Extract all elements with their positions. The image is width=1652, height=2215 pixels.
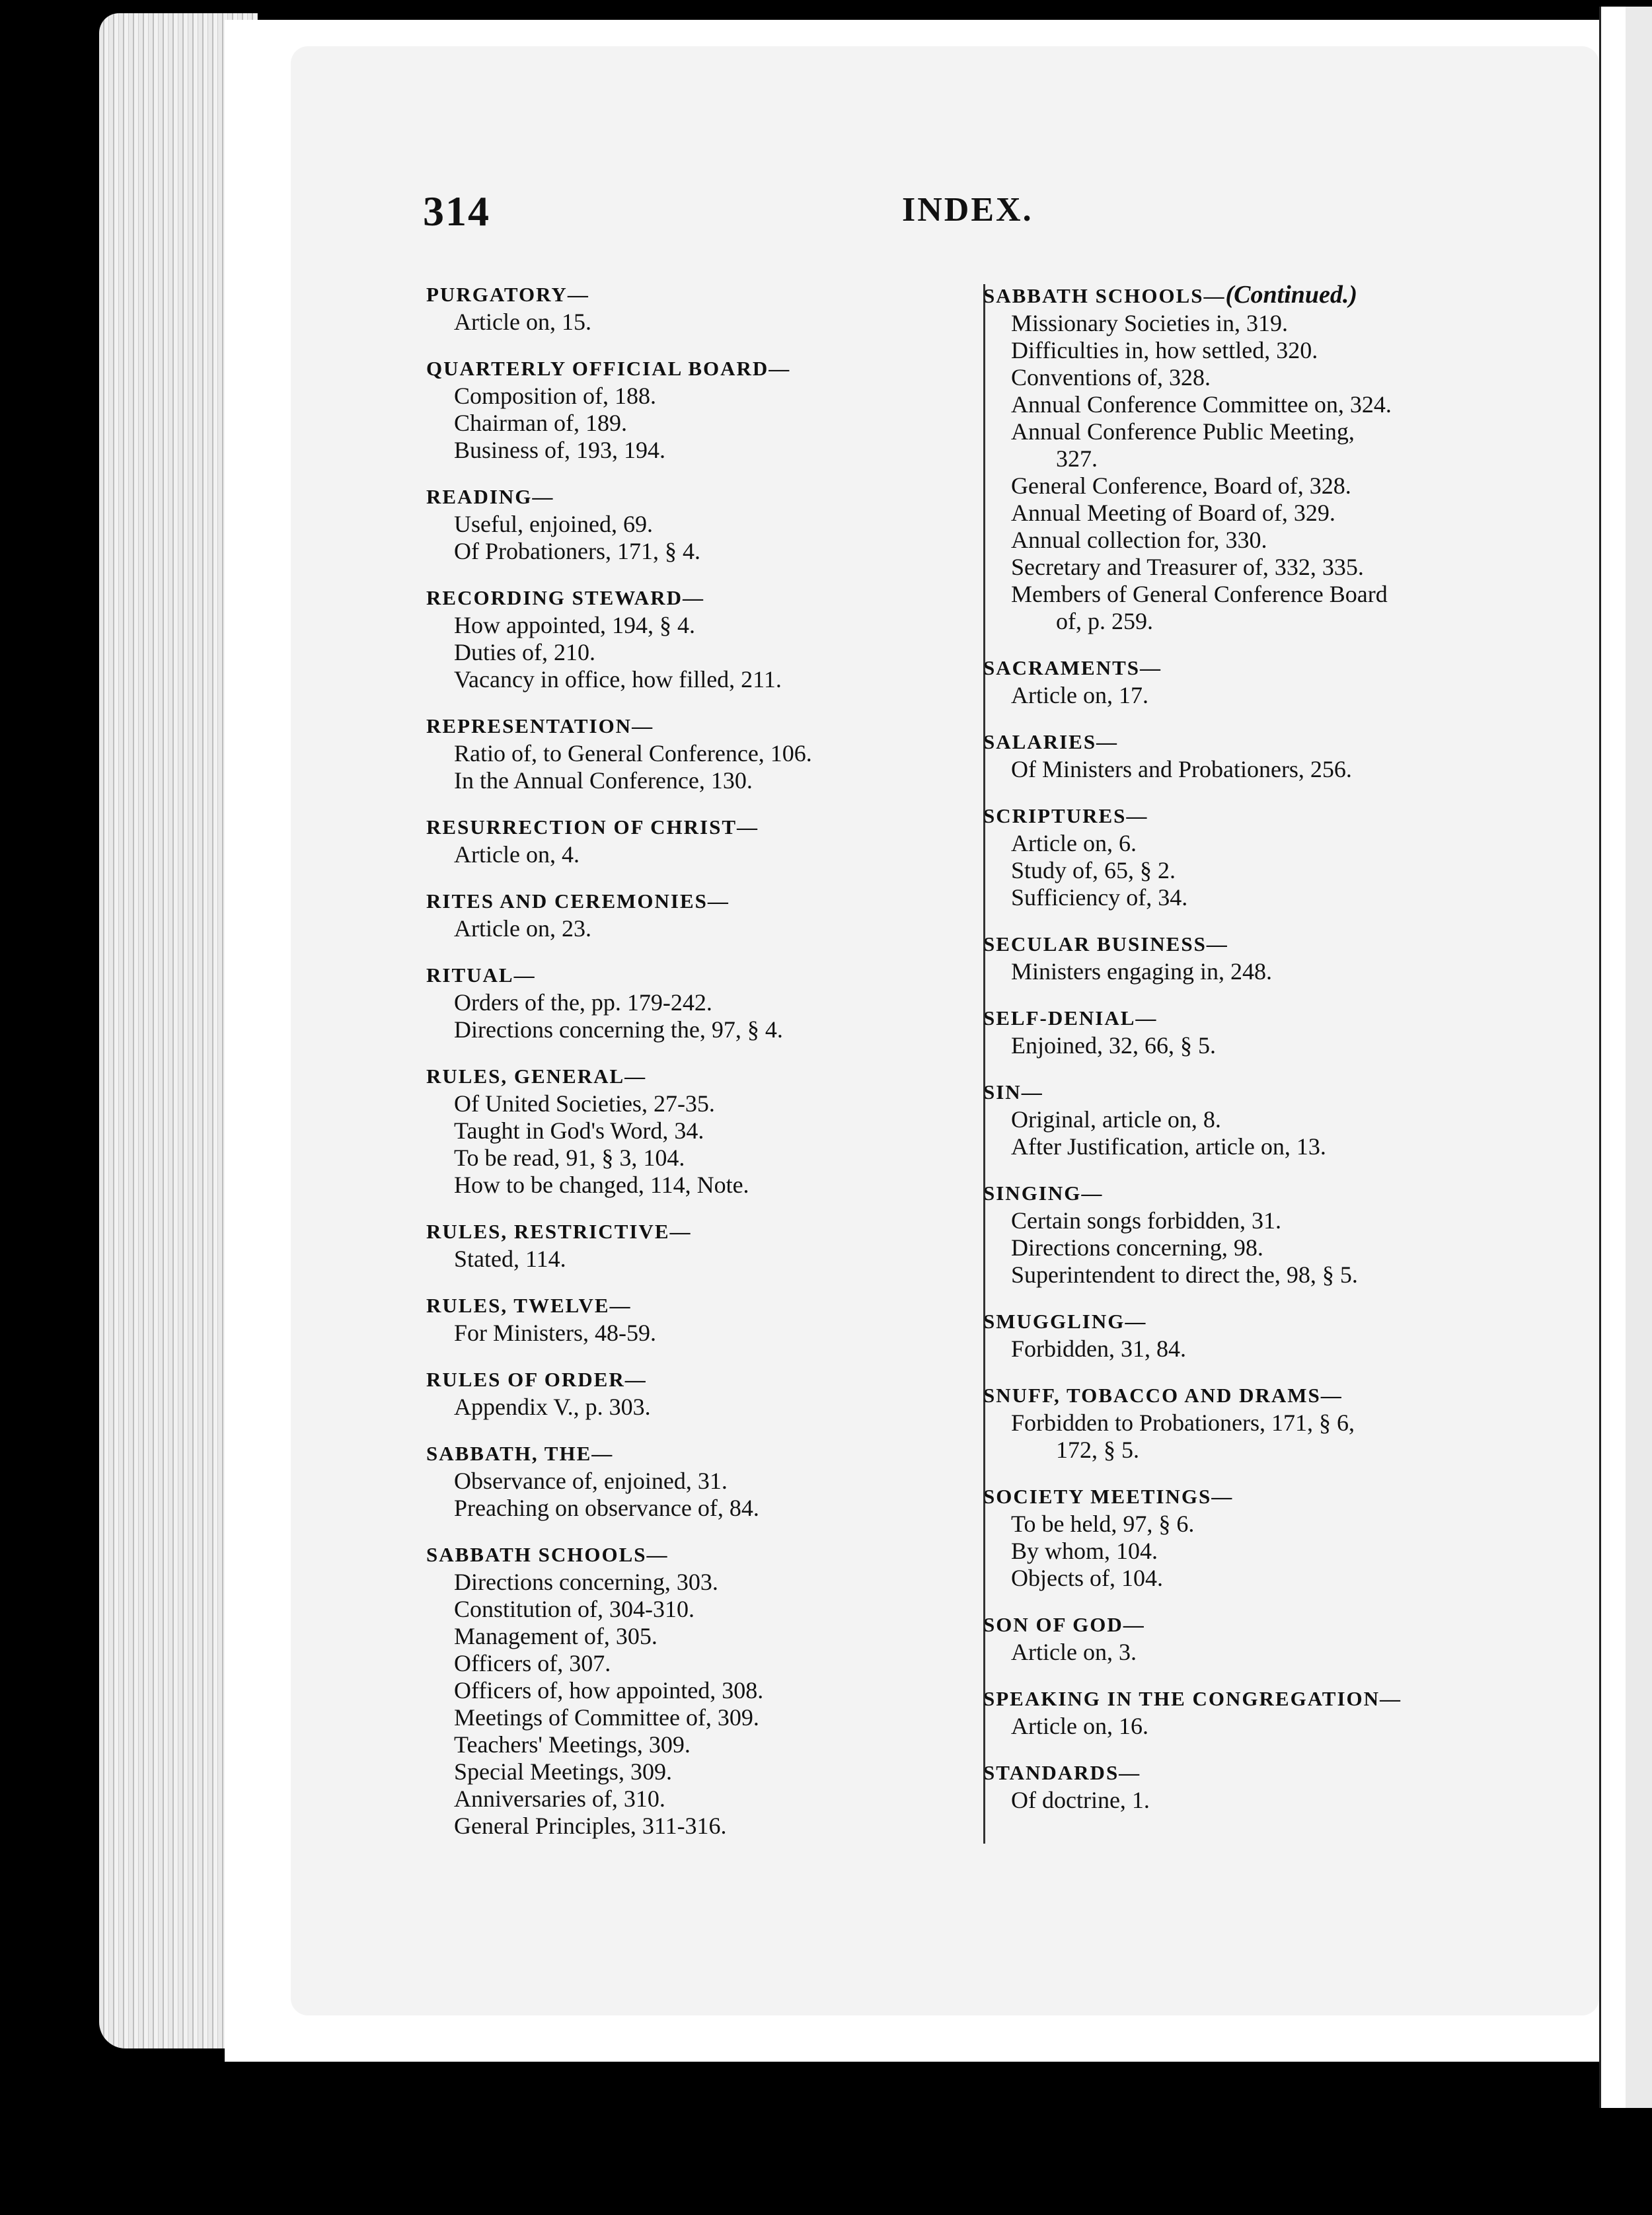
index-heading: SPEAKING IN THE CONGREGATION— bbox=[983, 1687, 1402, 1710]
index-heading: RITES AND CEREMONIES— bbox=[426, 889, 730, 913]
index-subentry: Directions concerning, 98. bbox=[1011, 1234, 1263, 1261]
index-subentry: Forbidden, 31, 84. bbox=[1011, 1335, 1186, 1362]
index-column-right bbox=[983, 281, 1532, 1833]
index-subentry: Forbidden to Probationers, 171, § 6, bbox=[1011, 1409, 1355, 1436]
index-entry bbox=[426, 1366, 955, 1421]
index-subentry: Enjoined, 32, 66, § 5. bbox=[1011, 1032, 1216, 1059]
index-entry bbox=[426, 813, 955, 868]
index-subentry: 327. bbox=[1056, 445, 1098, 472]
index-subentry: Members of General Conference Board bbox=[1011, 581, 1388, 607]
index-subentry: General Conference, Board of, 328. bbox=[1011, 472, 1351, 499]
index-heading: RESURRECTION OF CHRIST— bbox=[426, 815, 759, 839]
index-entry bbox=[983, 802, 1532, 911]
index-subentry: Meetings of Committee of, 309. bbox=[454, 1704, 759, 1731]
index-subentry: Observance of, enjoined, 31. bbox=[454, 1468, 728, 1494]
index-heading: SMUGGLING— bbox=[983, 1310, 1147, 1333]
index-subentry: Orders of the, pp. 179-242. bbox=[454, 989, 712, 1016]
index-subentry: Difficulties in, how settled, 320. bbox=[1011, 337, 1318, 363]
index-heading: RULES OF ORDER— bbox=[426, 1368, 647, 1391]
index-heading: SABBATH, THE— bbox=[426, 1442, 614, 1465]
index-entry bbox=[426, 281, 955, 336]
index-subentry: Sufficiency of, 34. bbox=[1011, 884, 1188, 911]
index-subentry: Composition of, 188. bbox=[454, 383, 657, 409]
running-head: INDEX. bbox=[902, 191, 1033, 229]
index-heading: STANDARDS— bbox=[983, 1761, 1141, 1784]
index-column-left bbox=[426, 281, 955, 1859]
index-subentry: Teachers' Meetings, 309. bbox=[454, 1731, 691, 1758]
index-subentry: Missionary Societies in, 319. bbox=[1011, 310, 1288, 336]
index-subentry: Article on, 16. bbox=[1011, 1713, 1148, 1739]
index-subentry: By whom, 104. bbox=[1011, 1538, 1158, 1564]
continued-note: (Continued.) bbox=[1225, 281, 1358, 309]
index-subentry: Anniversaries of, 310. bbox=[454, 1785, 665, 1812]
index-subentry: To be read, 91, § 3, 104. bbox=[454, 1145, 685, 1171]
index-entry bbox=[426, 961, 955, 1043]
index-subentry: After Justification, article on, 13. bbox=[1011, 1133, 1326, 1160]
index-subentry: Of doctrine, 1. bbox=[1011, 1787, 1150, 1813]
index-subentry: Of United Societies, 27-35. bbox=[454, 1090, 715, 1117]
index-subentry: Chairman of, 189. bbox=[454, 410, 627, 436]
index-entry bbox=[983, 1078, 1532, 1160]
index-subentry: Officers of, 307. bbox=[454, 1650, 611, 1676]
index-subentry: Article on, 15. bbox=[454, 309, 591, 335]
right-page-gutter bbox=[1599, 7, 1628, 2108]
index-entry bbox=[426, 712, 955, 794]
index-subentry: Constitution of, 304-310. bbox=[454, 1596, 695, 1622]
index-subentry: Article on, 23. bbox=[454, 915, 591, 942]
index-subentry: Annual Conference Public Meeting, bbox=[1011, 418, 1355, 445]
index-subentry: Annual collection for, 330. bbox=[1011, 527, 1267, 553]
index-subentry: Taught in God's Word, 34. bbox=[454, 1117, 704, 1144]
index-subentry: of, p. 259. bbox=[1056, 608, 1153, 634]
index-subentry: Superintendent to direct the, 98, § 5. bbox=[1011, 1261, 1358, 1288]
index-entry bbox=[426, 483, 955, 565]
index-subentry: Original, article on, 8. bbox=[1011, 1106, 1221, 1133]
index-heading: REPRESENTATION— bbox=[426, 714, 654, 737]
index-heading: SECULAR BUSINESS— bbox=[983, 932, 1228, 956]
index-subentry: Annual Conference Committee on, 324. bbox=[1011, 391, 1392, 418]
index-entry bbox=[983, 1611, 1532, 1666]
index-subentry: How to be changed, 114, Note. bbox=[454, 1172, 749, 1198]
index-heading: RECORDING STEWARD— bbox=[426, 586, 704, 609]
index-entry bbox=[426, 1541, 955, 1840]
index-subentry: Certain songs forbidden, 31. bbox=[1011, 1207, 1281, 1234]
index-entry bbox=[426, 1218, 955, 1273]
index-heading: SNUFF, TOBACCO AND DRAMS— bbox=[983, 1384, 1343, 1407]
index-heading: RULES, TWELVE— bbox=[426, 1294, 632, 1317]
index-heading: SIN— bbox=[983, 1080, 1043, 1104]
index-entry bbox=[983, 1004, 1532, 1059]
index-entry bbox=[426, 355, 955, 464]
index-heading: SINGING— bbox=[983, 1182, 1104, 1205]
index-subentry: Annual Meeting of Board of, 329. bbox=[1011, 500, 1335, 526]
index-subentry: Stated, 114. bbox=[454, 1246, 566, 1272]
index-heading: RITUAL— bbox=[426, 963, 536, 987]
index-subentry: Of Probationers, 171, § 4. bbox=[454, 538, 700, 564]
index-subentry: Study of, 65, § 2. bbox=[1011, 857, 1176, 883]
index-entry bbox=[983, 1308, 1532, 1363]
index-heading: READING— bbox=[426, 485, 554, 508]
index-entry bbox=[983, 310, 1532, 635]
index-entry bbox=[983, 1483, 1532, 1592]
index-heading: QUARTERLY OFFICIAL BOARD— bbox=[426, 357, 791, 380]
index-subentry: How appointed, 194, § 4. bbox=[454, 612, 695, 638]
index-subentry: Article on, 17. bbox=[1011, 682, 1148, 708]
index-entry bbox=[426, 887, 955, 942]
index-subentry: Directions concerning, 303. bbox=[454, 1569, 718, 1595]
index-subentry: General Principles, 311-316. bbox=[454, 1813, 727, 1839]
index-heading: RULES, GENERAL— bbox=[426, 1065, 647, 1088]
index-subentry: Ratio of, to General Conference, 106. bbox=[454, 740, 812, 767]
index-subentry: Conventions of, 328. bbox=[1011, 364, 1211, 391]
index-entry bbox=[426, 1440, 955, 1522]
index-heading: SCRIPTURES— bbox=[983, 804, 1148, 827]
facing-page-strip bbox=[1626, 7, 1652, 2108]
index-subentry: Ministers engaging in, 248. bbox=[1011, 958, 1272, 985]
index-subentry: Article on, 4. bbox=[454, 841, 580, 868]
index-subentry: Appendix V., p. 303. bbox=[454, 1394, 651, 1420]
index-subentry: Special Meetings, 309. bbox=[454, 1758, 672, 1785]
index-subentry: Useful, enjoined, 69. bbox=[454, 511, 653, 537]
index-subentry: Preaching on observance of, 84. bbox=[454, 1495, 759, 1521]
index-heading: SOCIETY MEETINGS— bbox=[983, 1485, 1234, 1508]
index-entry bbox=[983, 930, 1532, 985]
index-subentry: Duties of, 210. bbox=[454, 639, 595, 665]
index-subentry: Business of, 193, 194. bbox=[454, 437, 666, 463]
index-subentry: In the Annual Conference, 130. bbox=[454, 767, 753, 794]
index-heading: SON OF GOD— bbox=[983, 1613, 1145, 1636]
index-subentry: Article on, 3. bbox=[1011, 1639, 1137, 1665]
index-entry bbox=[983, 1382, 1532, 1464]
index-heading: RULES, RESTRICTIVE— bbox=[426, 1220, 692, 1243]
index-subentry: Officers of, how appointed, 308. bbox=[454, 1677, 764, 1704]
index-entry bbox=[983, 654, 1532, 709]
index-entry bbox=[983, 728, 1532, 783]
index-heading: SALARIES— bbox=[983, 730, 1119, 753]
index-subentry: Objects of, 104. bbox=[1011, 1565, 1163, 1591]
index-subentry: Directions concerning the, 97, § 4. bbox=[454, 1016, 783, 1043]
index-heading: SABBATH SCHOOLS— bbox=[426, 1543, 669, 1566]
index-subentry: 172, § 5. bbox=[1056, 1437, 1139, 1463]
index-entry bbox=[983, 1685, 1532, 1740]
index-entry bbox=[426, 1292, 955, 1347]
index-entry bbox=[426, 1063, 955, 1199]
index-entry bbox=[983, 1180, 1532, 1289]
index-heading: SACRAMENTS— bbox=[983, 656, 1162, 679]
index-entry bbox=[983, 1759, 1532, 1814]
index-heading: SELF-DENIAL— bbox=[983, 1006, 1158, 1030]
index-subentry: Management of, 305. bbox=[454, 1623, 657, 1649]
index-subentry: Article on, 6. bbox=[1011, 830, 1137, 856]
continued-heading: SABBATH SCHOOLS—(Continued.) bbox=[983, 281, 1358, 309]
index-subentry: Secretary and Treasurer of, 332, 335. bbox=[1011, 554, 1364, 580]
page-number: 314 bbox=[423, 188, 490, 235]
index-subentry: To be held, 97, § 6. bbox=[1011, 1511, 1195, 1537]
index-heading: PURGATORY— bbox=[426, 283, 589, 306]
index-subentry: For Ministers, 48-59. bbox=[454, 1320, 656, 1346]
index-subentry: Of Ministers and Probationers, 256. bbox=[1011, 756, 1352, 782]
index-entry bbox=[426, 584, 955, 693]
index-subentry: Vacancy in office, how filled, 211. bbox=[454, 666, 782, 693]
